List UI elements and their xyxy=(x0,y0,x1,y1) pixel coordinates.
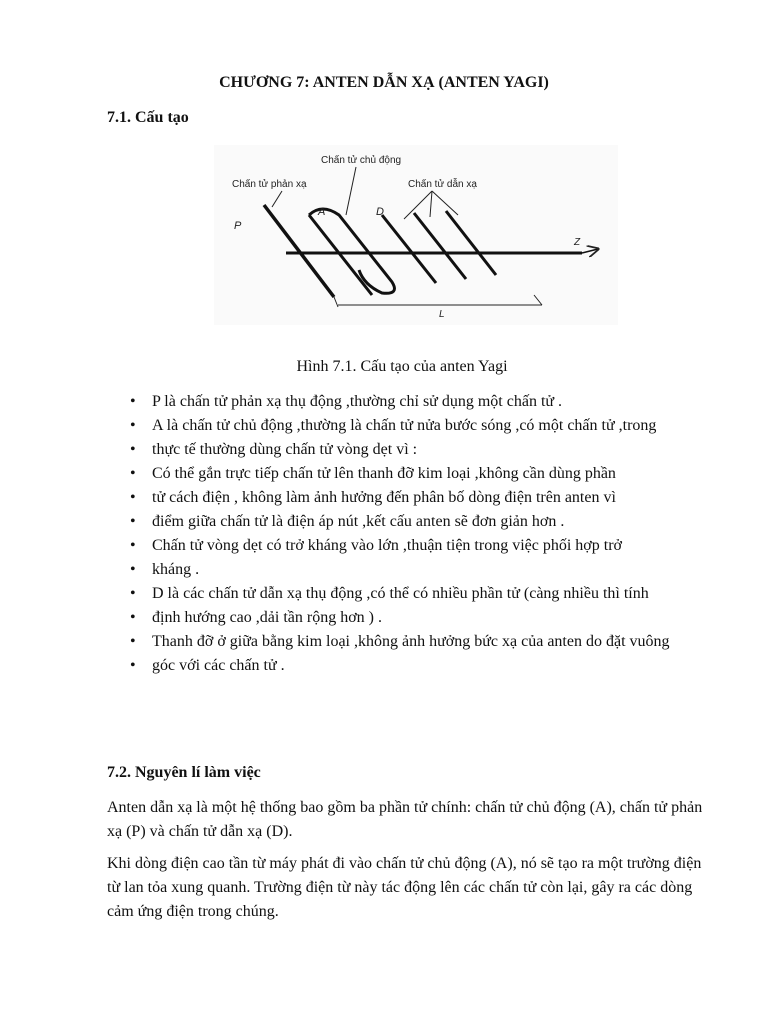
yagi-antenna-figure xyxy=(214,145,618,325)
list-item: • góc với các chấn tử . xyxy=(107,654,687,678)
d-label: D xyxy=(376,206,384,218)
body-paragraph: Khi dòng điện cao tần từ máy phát đi vào chấn tử chủ động (A), nó sẽ tạo ra một trường điện từ lan tỏa xung quanh. Trường điện từ này tác động lên các chấn tử còn lại, gây ra các dòng cảm ứng điện trong chúng. xyxy=(107,855,702,920)
list-item: • tử cách điện , không làm ảnh hưởng đến phân bố dòng điện trên anten vì xyxy=(107,486,687,510)
l-label: L xyxy=(439,309,445,320)
z-label: Z xyxy=(574,237,581,248)
list-item: • P là chấn tử phản xạ thụ động ,thường chỉ sử dụng một chấn tử . xyxy=(107,390,687,414)
chapter-title: CHƯƠNG 7: ANTEN DẪN XẠ (ANTEN YAGI) xyxy=(219,74,549,91)
list-item: • Thanh đỡ ở giữa bằng kim loại ,không ảnh hưởng bức xạ của anten do đặt vuông xyxy=(107,630,687,654)
a-label: A xyxy=(318,206,326,218)
reflector-element-label: Chấn tử phản xạ xyxy=(232,179,307,190)
active-element-label: Chấn tử chủ động xyxy=(321,155,402,166)
list-item: • Chấn tử vòng dẹt có trở kháng vào lớn ,thuận tiện trong việc phối hợp trở xyxy=(107,534,687,558)
figure-caption: Hình 7.1. Cấu tạo của anten Yagi xyxy=(296,358,508,375)
list-item: • thực tế thường dùng chấn tử vòng dẹt vì : xyxy=(107,438,687,462)
p-label: P xyxy=(234,220,242,232)
list-item: • điểm giữa chấn tử là điện áp nút ,kết cấu anten sẽ đơn giản hơn . xyxy=(107,510,687,534)
section-heading-principle: 7.2. Nguyên lí làm việc xyxy=(107,764,261,781)
yagi-antenna-diagram xyxy=(214,145,618,325)
structure-bullet-list xyxy=(107,390,687,678)
body-paragraph: Anten dẫn xạ là một hệ thống bao gồm ba phần tử chính: chấn tử chủ động (A), chấn tử phản xạ (P) và chấn tử dẫn xạ (D). xyxy=(107,799,703,840)
section-heading-structure: 7.1. Cấu tạo xyxy=(107,109,189,126)
list-item: • định hướng cao ,dải tần rộng hơn ) . xyxy=(107,606,687,630)
list-item: • Có thể gắn trực tiếp chấn tử lên thanh đỡ kim loại ,không cần dùng phần xyxy=(107,462,687,486)
list-item: • D là các chấn tử dẫn xạ thụ động ,có thể có nhiều phần tử (càng nhiều thì tính xyxy=(107,582,687,606)
list-item: • A là chấn tử chủ động ,thường là chấn tử nửa bước sóng ,có một chấn tử ,trong xyxy=(107,414,687,438)
list-item: • kháng . xyxy=(107,558,687,582)
director-element-label: Chấn tử dẫn xạ xyxy=(408,179,477,190)
